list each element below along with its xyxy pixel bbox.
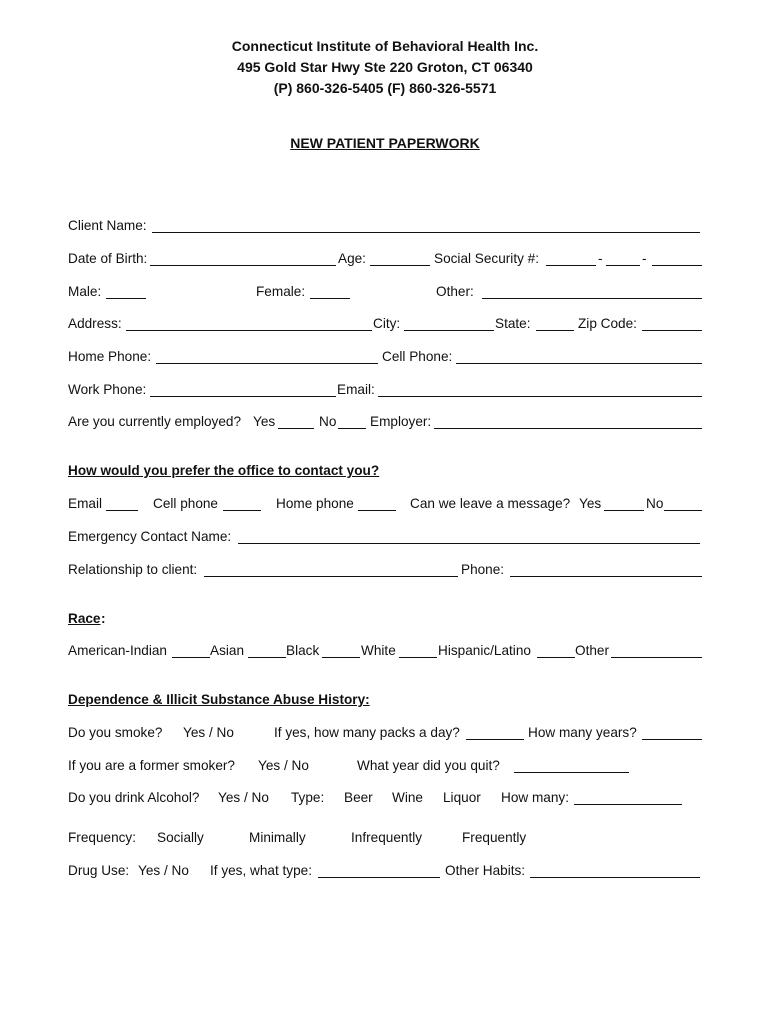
drug-use-row — [68, 862, 704, 882]
ssn-field-2[interactable] — [606, 265, 640, 266]
state-label: State: — [495, 316, 531, 331]
emergency-phone-label: Phone: — [461, 562, 505, 577]
message-question: Can we leave a message? — [410, 496, 571, 511]
contact-method-row — [68, 495, 704, 515]
state-field[interactable] — [536, 330, 574, 331]
race-row — [68, 642, 704, 662]
relationship-field[interactable] — [204, 576, 458, 577]
female-field[interactable] — [310, 298, 350, 299]
address-label: Address: — [68, 316, 122, 331]
frequency-socially-option[interactable]: Socially — [157, 830, 204, 845]
employed-no-field[interactable] — [338, 428, 366, 429]
employer-field[interactable] — [434, 428, 702, 429]
zip-field[interactable] — [642, 330, 702, 331]
dob-field[interactable] — [150, 265, 336, 266]
home-phone-label: Home Phone: — [68, 349, 152, 364]
emergency-contact-field[interactable] — [238, 543, 700, 544]
quit-year-field[interactable] — [514, 772, 629, 773]
city-label: City: — [373, 316, 401, 331]
alcohol-wine-option[interactable]: Wine — [392, 790, 423, 805]
dob-label: Date of Birth: — [68, 251, 148, 266]
race-other-field[interactable] — [611, 657, 702, 658]
race-asian-field[interactable] — [248, 657, 286, 658]
race-option-black: Black — [286, 643, 320, 658]
work-email-row — [68, 381, 704, 401]
alcohol-row — [68, 789, 704, 809]
frequency-label: Frequency: — [68, 830, 137, 845]
client-name-label: Client Name: — [68, 218, 147, 233]
former-smoker-question: If you are a former smoker? — [68, 758, 235, 773]
contact-email-field[interactable] — [106, 510, 138, 511]
client-name-field[interactable] — [152, 232, 700, 233]
frequency-frequently-option[interactable]: Frequently — [462, 830, 527, 845]
race-black-field[interactable] — [322, 657, 360, 658]
dob-row — [68, 250, 704, 270]
employment-row — [68, 413, 704, 433]
page-title: NEW PATIENT PAPERWORK — [290, 135, 480, 151]
race-heading — [68, 610, 101, 628]
alcohol-how-many-label: How many: — [501, 790, 569, 805]
other-habits-field[interactable] — [530, 877, 700, 878]
ssn-dash-2: - — [642, 251, 647, 266]
race-hispanic-field[interactable] — [537, 657, 575, 658]
packs-question: If yes, how many packs a day? — [274, 725, 460, 740]
male-field[interactable] — [106, 298, 146, 299]
work-phone-label: Work Phone: — [68, 382, 147, 397]
employed-yes-field[interactable] — [278, 428, 314, 429]
email-field[interactable] — [378, 396, 702, 397]
packs-field[interactable] — [466, 739, 524, 740]
race-heading-text: Race — [68, 611, 101, 626]
other-habits-label: Other Habits: — [445, 863, 526, 878]
alcohol-beer-option[interactable]: Beer — [344, 790, 373, 805]
message-no-field[interactable] — [664, 510, 702, 511]
race-american-indian-field[interactable] — [172, 657, 210, 658]
smoke-question: Do you smoke? — [68, 725, 163, 740]
other-field[interactable] — [482, 298, 702, 299]
message-yes-field[interactable] — [604, 510, 644, 511]
alcohol-question: Do you drink Alcohol? — [68, 790, 200, 805]
org-phones: (P) 860-326-5405 (F) 860-326-5571 — [273, 80, 497, 96]
drug-use-label: Drug Use: — [68, 863, 130, 878]
other-label: Other: — [436, 284, 474, 299]
age-label: Age: — [338, 251, 366, 266]
emergency-row — [68, 528, 704, 548]
frequency-infrequently-option[interactable]: Infrequently — [351, 830, 423, 845]
drug-type-label: If yes, what type: — [210, 863, 312, 878]
race-option-asian: Asian — [210, 643, 245, 658]
message-yes-label: Yes — [579, 496, 602, 511]
drug-type-field[interactable] — [318, 877, 440, 878]
contact-email-label: Email — [68, 496, 102, 511]
cell-phone-field[interactable] — [456, 363, 702, 364]
email-label: Email: — [337, 382, 375, 397]
female-label: Female: — [256, 284, 306, 299]
contact-cell-field[interactable] — [223, 510, 261, 511]
quit-year-question: What year did you quit? — [357, 758, 500, 773]
race-option-other: Other — [575, 643, 609, 658]
former-smoker-row — [68, 757, 704, 777]
gender-row — [68, 283, 704, 303]
alcohol-how-many-field[interactable] — [574, 804, 682, 805]
ssn-dash-1: - — [598, 251, 603, 266]
address-field[interactable] — [126, 330, 372, 331]
phone-row — [68, 348, 704, 368]
ssn-label: Social Security #: — [434, 251, 540, 266]
contact-heading: How would you prefer the office to contact you? — [68, 463, 380, 478]
employed-question: Are you currently employed? — [68, 414, 242, 429]
work-phone-field[interactable] — [150, 396, 336, 397]
cell-phone-label: Cell Phone: — [382, 349, 453, 364]
message-no-label: No — [646, 496, 664, 511]
contact-cell-label: Cell phone — [153, 496, 218, 511]
client-name-row — [68, 217, 704, 237]
drug-use-yes-no[interactable]: Yes / No — [138, 863, 189, 878]
address-row — [68, 315, 704, 335]
smoke-years-field[interactable] — [642, 739, 702, 740]
org-address: 495 Gold Star Hwy Ste 220 Groton, CT 06340 — [237, 59, 533, 75]
race-heading-colon: : — [101, 611, 106, 626]
org-name: Connecticut Institute of Behavioral Health Inc. — [231, 38, 539, 54]
zip-label: Zip Code: — [578, 316, 637, 331]
substance-heading: Dependence & Illicit Substance Abuse History: — [68, 692, 370, 707]
race-white-field[interactable] — [399, 657, 437, 658]
contact-home-label: Home phone — [276, 496, 354, 511]
ssn-field-1[interactable] — [546, 265, 596, 266]
alcohol-type-label: Type: — [291, 790, 325, 805]
home-phone-field[interactable] — [156, 363, 378, 364]
city-field[interactable] — [404, 330, 494, 331]
frequency-minimally-option[interactable]: Minimally — [249, 830, 306, 845]
contact-home-field[interactable] — [358, 510, 396, 511]
frequency-row — [68, 829, 704, 849]
relationship-row — [68, 561, 704, 581]
race-option-white: White — [361, 643, 396, 658]
employer-label: Employer: — [370, 414, 432, 429]
emergency-contact-label: Emergency Contact Name: — [68, 529, 232, 544]
male-label: Male: — [68, 284, 102, 299]
ssn-field-3[interactable] — [652, 265, 702, 266]
smoke-row — [68, 724, 704, 744]
employed-no-label: No — [319, 414, 337, 429]
former-smoker-yes-no[interactable]: Yes / No — [258, 758, 309, 773]
employed-yes-label: Yes — [253, 414, 276, 429]
race-option-american-indian: American-Indian — [68, 643, 167, 658]
relationship-label: Relationship to client: — [68, 562, 198, 577]
race-option-hispanic-latino: Hispanic/Latino — [438, 643, 531, 658]
smoke-years-question: How many years? — [528, 725, 637, 740]
alcohol-liquor-option[interactable]: Liquor — [443, 790, 481, 805]
emergency-phone-field[interactable] — [510, 576, 702, 577]
smoke-yes-no[interactable]: Yes / No — [183, 725, 234, 740]
age-field[interactable] — [370, 265, 430, 266]
alcohol-yes-no[interactable]: Yes / No — [218, 790, 269, 805]
